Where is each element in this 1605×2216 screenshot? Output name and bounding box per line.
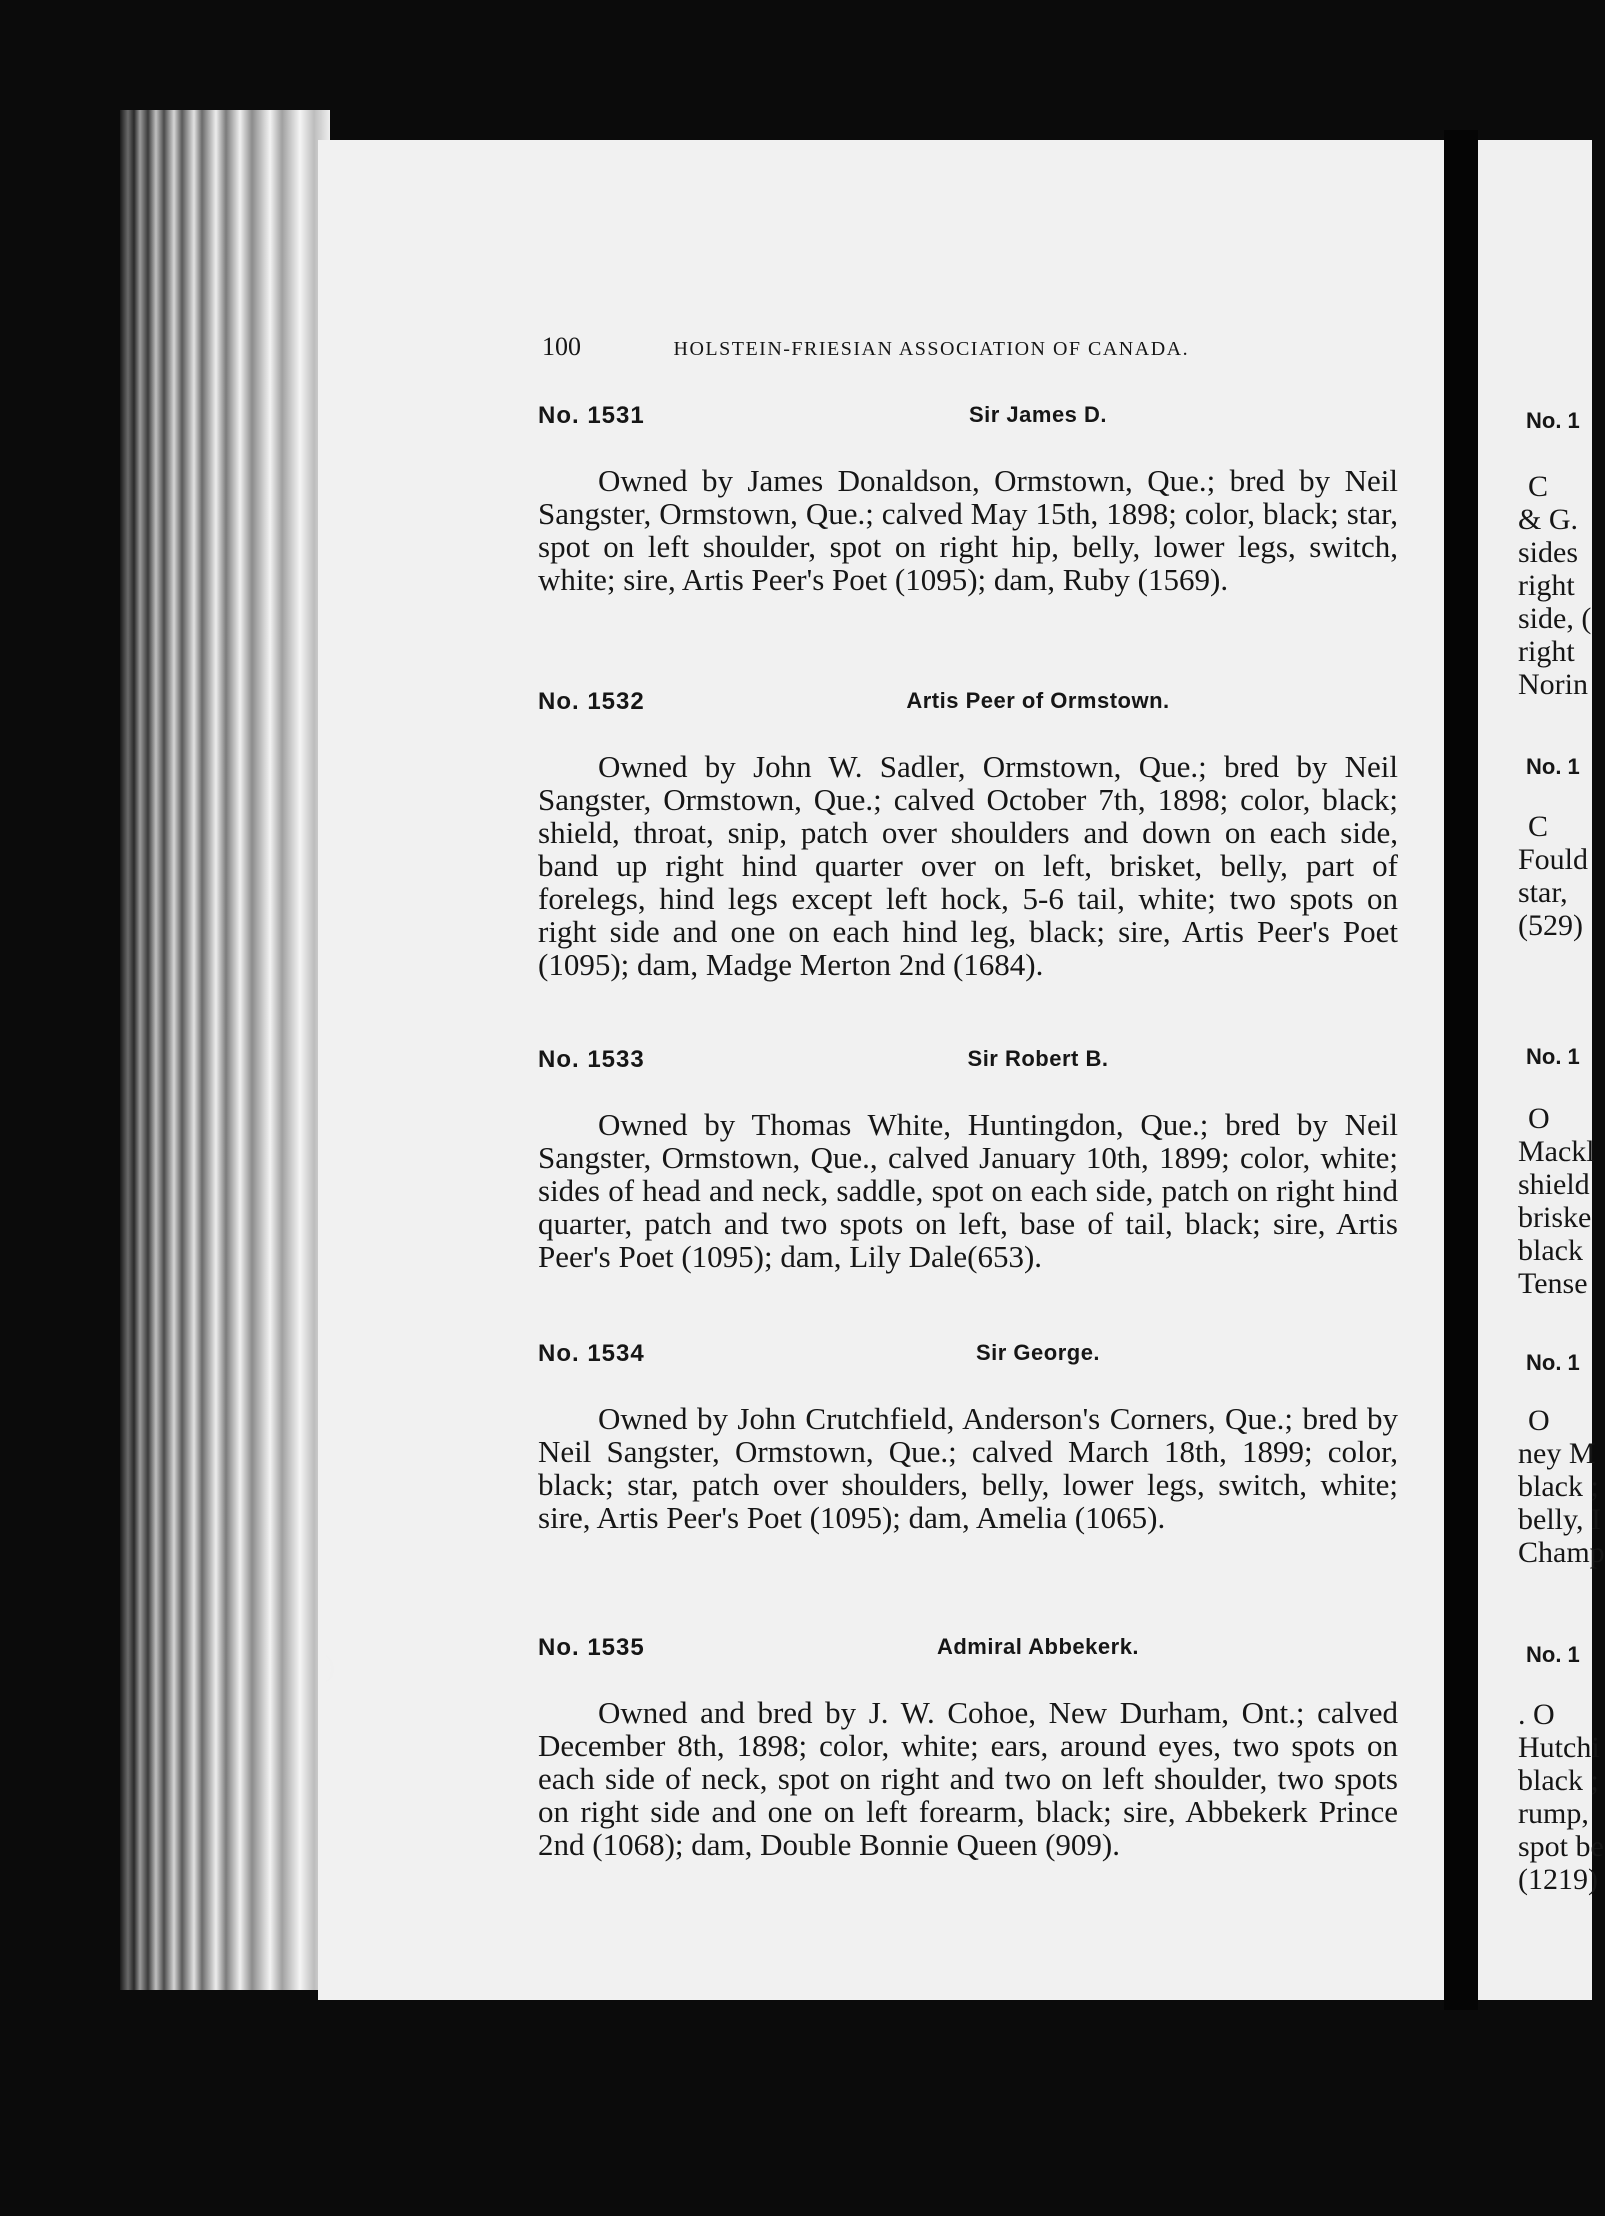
facing-line: Tense <box>1518 1267 1588 1300</box>
facing-entry-number: No. 1 <box>1526 1044 1580 1069</box>
entry-number: No. 1534 <box>538 1340 645 1367</box>
entry-number: No. 1533 <box>538 1046 645 1073</box>
running-head-title: HOLSTEIN-FRIESIAN ASSOCIATION OF CANADA. <box>673 338 1190 360</box>
facing-entry-number: No. 1 <box>1526 754 1580 779</box>
running-head <box>542 332 1502 362</box>
entry-text: Owned by Thomas White, Huntingdon, Que.; bred by Neil Sangster, Ormstown, Que., calved January 10th, 1899; color, white; sides of head and neck, saddle, spot on each side, patch on right hind quarter, patch and two spots on left, base of tail, black; sire, Artis Peer's Poet (1095); dam, Lily Dale(653). <box>538 1107 1398 1274</box>
register-entry-1532 <box>538 688 1538 981</box>
facing-line: & G. <box>1518 503 1578 536</box>
entry-text: Owned and bred by J. W. Cohoe, New Durham, Ont.; calved December 8th, 1898; color, white; ears, around eyes, two spots on each side of neck, spot on right and two on left shoulder, two spots on right side and one on left forearm, black; sire, Abbekerk Prince 2nd (1068); dam, Double Bonnie Queen (909). <box>538 1695 1398 1862</box>
facing-line: spot be <box>1518 1830 1604 1863</box>
entry-name: Sir James D. <box>968 402 1108 427</box>
facing-line: right <box>1518 635 1575 668</box>
facing-line: ney M <box>1518 1437 1596 1470</box>
facing-line: black ; <box>1518 1764 1599 1797</box>
facing-line: side, ( <box>1518 602 1592 635</box>
facing-line: briske <box>1518 1201 1592 1234</box>
register-entry-1533 <box>538 1046 1538 1273</box>
entry-number: No. 1535 <box>538 1634 645 1661</box>
facing-line: right <box>1518 569 1575 602</box>
facing-line: Fould <box>1518 843 1589 876</box>
facing-line: Champ <box>1518 1536 1605 1569</box>
facing-entry-number: No. 1 <box>1526 1350 1580 1375</box>
register-entry-1534 <box>538 1340 1538 1534</box>
entry-number: No. 1531 <box>538 402 645 429</box>
facing-line: rump, <box>1518 1797 1589 1830</box>
facing-line: shield <box>1518 1168 1590 1201</box>
facing-line: black <box>1518 1234 1583 1267</box>
facing-line: star, <box>1518 876 1568 909</box>
facing-line: C <box>1528 810 1549 843</box>
margin-mark: ) <box>325 1650 335 1683</box>
entry-name: Sir Robert B. <box>967 1046 1109 1071</box>
facing-line: O <box>1528 1404 1550 1437</box>
entry-text: Owned by John Crutchfield, Anderson's Corners, Que.; bred by Neil Sangster, Ormstown, Que.; calved March 18th, 1899; color, black; star, patch over shoulders, belly, lower legs, switch, white; sire, Artis Peer's Poet (1095); dam, Amelia (1065). <box>538 1401 1398 1535</box>
facing-line: . O <box>1518 1698 1555 1731</box>
facing-line: Mackl <box>1518 1135 1595 1168</box>
register-entry-1531 <box>538 402 1538 596</box>
page-number: 100 <box>542 332 581 361</box>
facing-line: sides <box>1518 536 1578 569</box>
facing-line: (529) <box>1518 909 1583 942</box>
facing-line: O <box>1528 1102 1550 1135</box>
facing-entry-number: No. 1 <box>1526 408 1580 433</box>
register-entry-1535 <box>538 1634 1538 1861</box>
facing-line: Hutchi <box>1518 1731 1600 1764</box>
facing-page-edge <box>1478 140 1605 2000</box>
facing-line: (1219) <box>1518 1863 1598 1896</box>
main-page <box>318 140 1444 2000</box>
facing-line: black ; <box>1518 1470 1599 1503</box>
facing-line: C <box>1528 470 1549 503</box>
entry-name: Artis Peer of Ormstown. <box>906 688 1170 713</box>
facing-line: belly, I <box>1518 1503 1602 1536</box>
facing-line: Norin <box>1518 668 1588 701</box>
entry-name: Admiral Abbekerk. <box>936 1634 1140 1659</box>
entry-number: No. 1532 <box>538 688 645 715</box>
entry-text: Owned by John W. Sadler, Ormstown, Que.; bred by Neil Sangster, Ormstown, Que.; calved October 7th, 1898; color, black; shield, throat, snip, patch over shoulders and down on each side, band up right hind quarter over on left, brisket, belly, part of forelegs, hind legs except left hock, 5-6 tail, white; two spots on right side and one on each hind leg, black; sire, Artis Peer's Poet (1095); dam, Madge Merton 2nd (1684). <box>538 749 1398 982</box>
entry-text: Owned by James Donaldson, Ormstown, Que.; bred by Neil Sangster, Ormstown, Que.; calved May 15th, 1898; color, black; star, spot on left shoulder, spot on right hip, belly, lower legs, switch, white; sire, Artis Peer's Poet (1095); dam, Ruby (1569). <box>538 463 1398 597</box>
facing-entry-number: No. 1 <box>1526 1642 1580 1667</box>
entry-name: Sir George. <box>975 1340 1101 1365</box>
book-spine-edge <box>120 110 330 1990</box>
